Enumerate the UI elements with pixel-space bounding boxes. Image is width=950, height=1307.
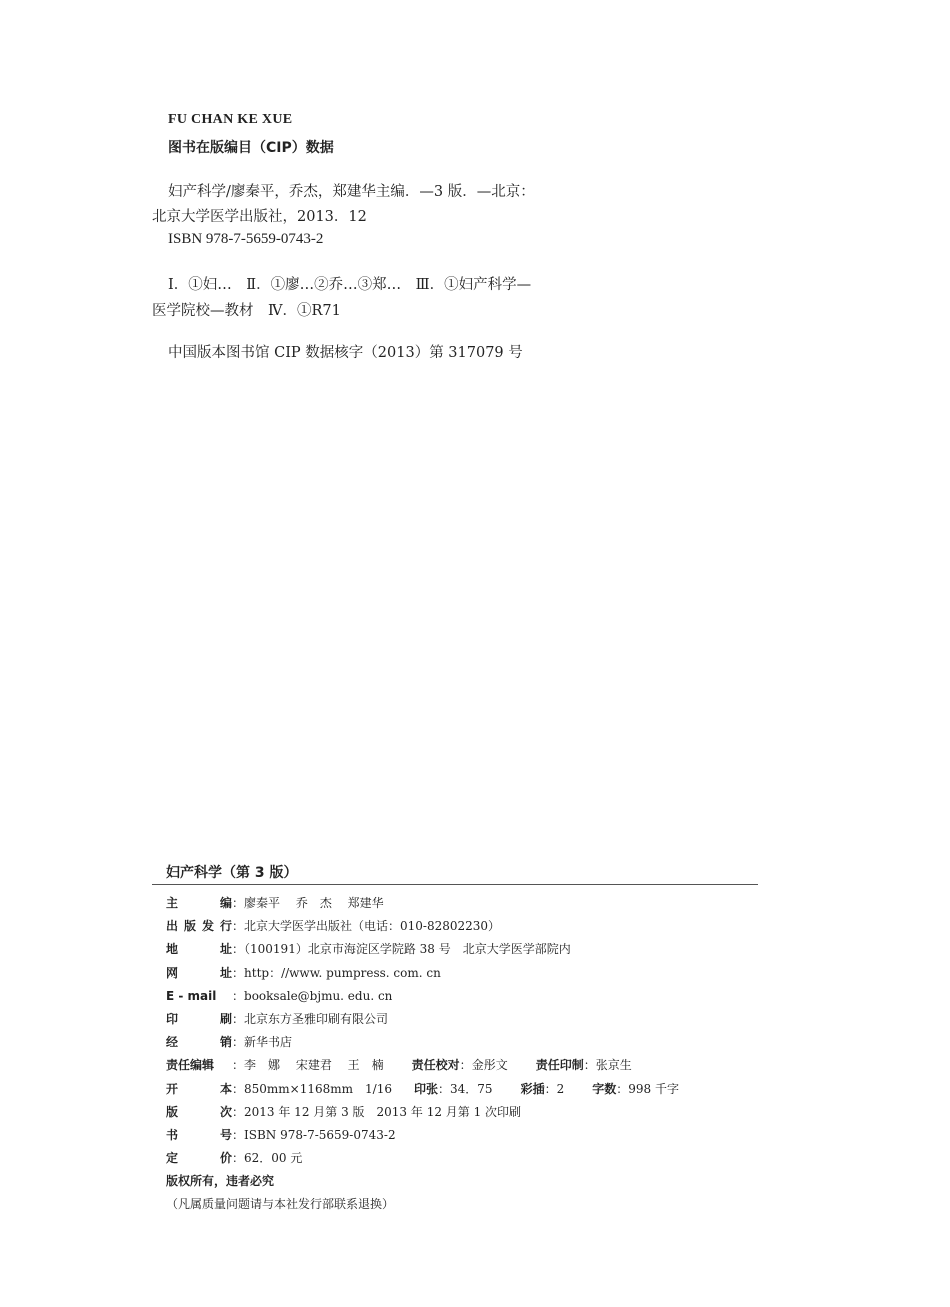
info-label: 版 次 [166,1104,232,1119]
proofreader-label: 责任校对 [411,1058,460,1073]
info-value: ISBN 978-7-5659-0743-2 [244,1127,396,1142]
info-label: 开 本 [166,1081,232,1096]
cip-line-classification: Ⅰ．①妇… Ⅱ．①廖…②乔…③郑… Ⅲ．①妇产科学— [168,277,532,293]
info-value: 新华书店 [244,1035,293,1050]
cip-line-record-number: 中国版本图书馆 CIP 数据核字（2013）第 317079 号 [168,345,523,361]
info-row-editor: 主 编：廖秦平 乔 杰 郑建华 [166,892,679,915]
quality-note: （凡属质量问题请与本社发行部联系退换） [166,1197,395,1212]
info-label: 网 址 [166,965,232,980]
info-value: 850mm×1168mm 1/16 [244,1081,392,1096]
info-row-price: 定 价：62．00 元 [166,1147,679,1170]
info-row-editors: 责任编辑 ：李 娜 宋建君 王 楠 责任校对：金彤文 责任印制：张京生 [166,1054,679,1077]
color-plates-label: 彩插 [520,1081,545,1096]
book-title: 妇产科学（第 3 版） [166,865,298,881]
info-label: 出版发行 [166,919,232,934]
email-address: booksale@bjmu. edu. cn [244,988,393,1003]
cip-line-classification-cont: 医学院校—教材 Ⅳ．①R71 [152,303,341,319]
proofreader-value: 金彤文 [471,1058,508,1073]
info-row-publisher: 出版发行：北京大学医学出版社（电话：010-82802230） [166,915,679,938]
color-plates-value: 2 [556,1081,565,1096]
pinyin-title: FU CHAN KE XUE [168,112,293,127]
info-row-format: 开 本：850mm×1168mm 1/16 印张：34．75 彩插：2 字数：998 千字 [166,1078,679,1101]
info-value: 廖秦平 乔 杰 郑建华 [244,896,384,910]
word-count-label: 字数 [592,1081,617,1096]
info-label: 印 刷 [166,1011,232,1026]
info-row-website: 网 址：http：//www. pumpress. com. cn [166,962,679,985]
sheets-label: 印张 [413,1081,438,1096]
print-supervisor-value: 张京生 [595,1058,632,1073]
cip-line-isbn: ISBN 978-7-5659-0743-2 [168,231,324,247]
info-label: E - mail [166,988,217,1003]
info-row-isbn: 书 号：ISBN 978-7-5659-0743-2 [166,1124,679,1147]
rights-notice: 版权所有，违者必究 [166,1174,275,1189]
info-value: 李 娜 宋建君 王 楠 [244,1058,384,1073]
info-value: 北京东方圣雅印刷有限公司 [244,1011,389,1026]
info-row-email: E - mail ：booksale@bjmu. edu. cn [166,985,679,1008]
info-label: 书 号 [166,1127,232,1142]
info-label: 经 销 [166,1035,232,1050]
word-count-value: 998 千字 [628,1081,679,1096]
info-row-address: 地 址：（100191）北京市海淀区学院路 38 号 北京大学医学部院内 [166,938,679,961]
website-link: http：//www. pumpress. com. cn [244,965,441,980]
info-label: 地 址 [166,942,232,957]
info-row-printer: 印 刷：北京东方圣雅印刷有限公司 [166,1008,679,1031]
cip-line-title-authors: 妇产科学/廖秦平，乔杰，郑建华主编．—3 版．—北京： [168,184,535,200]
info-label: 主 编 [166,896,232,910]
cip-line-publisher: 北京大学医学出版社，2013．12 [152,209,367,225]
info-value: 北京大学医学出版社（电话：010-82802230） [244,919,501,934]
info-label: 责任编辑 [166,1058,215,1073]
info-value: 62．00 元 [244,1151,303,1166]
info-label: 定 价 [166,1151,232,1166]
sheets-value: 34．75 [450,1081,493,1096]
cip-heading: 图书在版编目（CIP）数据 [168,140,334,156]
print-supervisor-label: 责任印制 [535,1058,584,1073]
info-row-distributor: 经 销：新华书店 [166,1031,679,1054]
info-value: （100191）北京市海淀区学院路 38 号 北京大学医学部院内 [244,942,571,957]
title-divider [152,884,758,885]
info-row-edition: 版 次：2013 年 12 月第 3 版 2013 年 12 月第 1 次印刷 [166,1101,679,1124]
info-value: 2013 年 12 月第 3 版 2013 年 12 月第 1 次印刷 [244,1104,522,1119]
publication-info [166,892,679,1217]
